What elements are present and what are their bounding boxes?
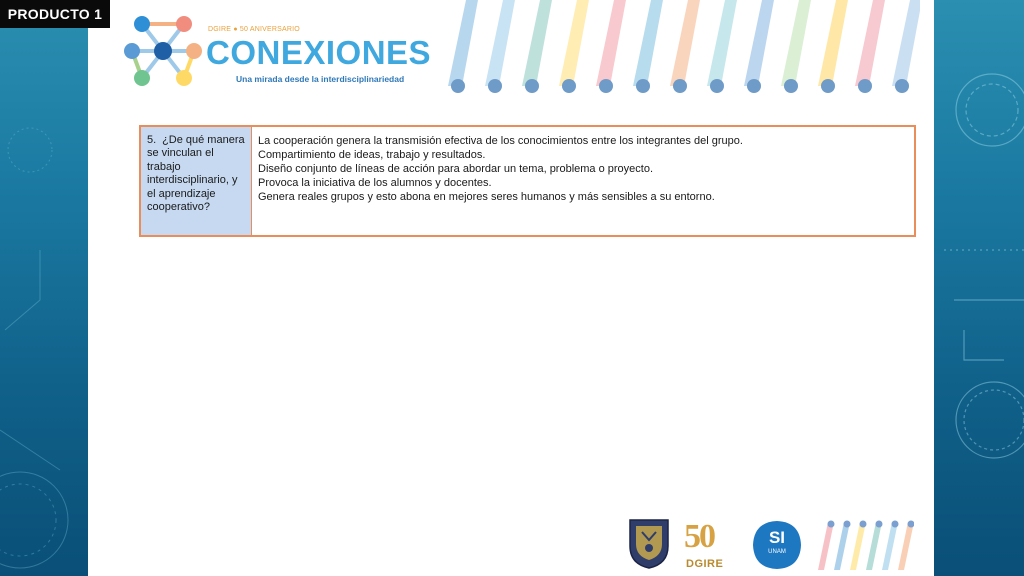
si-text: SI [768, 528, 786, 547]
stripe-dot [895, 79, 909, 93]
stripe-dot [451, 79, 465, 93]
right-side-decoration [934, 0, 1024, 576]
stripe [892, 0, 920, 86]
stripe [818, 0, 848, 86]
stripe [707, 0, 737, 86]
stripe [522, 0, 552, 86]
question-text: ¿De qué manera se vinculan el trabajo interdisciplinario, y el aprendizaje cooperativo? [147, 134, 245, 214]
stripe [855, 0, 885, 86]
stripe [596, 0, 626, 86]
si-sub: UNAM [768, 549, 786, 555]
stripe [670, 0, 700, 86]
stripe-dot [636, 79, 650, 93]
mini-stripe-dot [828, 521, 835, 528]
mini-stripes-icon [814, 516, 914, 572]
stripe [633, 0, 663, 86]
answer-line: Provoca la iniciativa de los alumnos y docentes. [258, 177, 492, 189]
dgire-number: 50 [684, 518, 714, 555]
answer-line: Genera reales grupos y esto abona en mejores seres humanos y más sensibles a su entorno. [258, 191, 715, 203]
stripe [485, 0, 515, 86]
stripe-dot [747, 79, 761, 93]
stripe [744, 0, 774, 86]
logo-subtitle: Una mirada desde la interdisciplinariedad [236, 74, 405, 84]
footer-logos [620, 512, 920, 572]
unam-shield-icon [626, 516, 672, 570]
stripe-dot [673, 79, 687, 93]
mini-stripe [898, 522, 914, 570]
stripe-dot [710, 79, 724, 93]
stripe-dot [599, 79, 613, 93]
stripe-dot [525, 79, 539, 93]
mini-stripe [850, 522, 866, 570]
mini-stripe [818, 522, 834, 570]
stripe [559, 0, 589, 86]
mini-stripe [882, 522, 898, 570]
mini-stripe-dot [892, 521, 899, 528]
stripe [781, 0, 811, 86]
answer-line: Diseño conjunto de líneas de acción para abordar un tema, problema o proyecto. [258, 163, 654, 175]
stripe-dot [562, 79, 576, 93]
left-side-decoration [0, 0, 90, 576]
si-unam-icon [750, 518, 804, 572]
logo-title: CONEXIONES [206, 34, 432, 71]
mini-stripe-dot [876, 521, 883, 528]
molecule-logo-icon [124, 8, 202, 94]
logo-anniversary-text: DGIRE ● 50 ANIVERSARIO [208, 26, 300, 33]
stripe-dot [858, 79, 872, 93]
answer-line: La cooperación genera la transmisión efectiva de los conocimientos entre los integrantes del grupo. [258, 135, 743, 147]
question-answer-table [139, 125, 916, 237]
product-badge: PRODUCTO 1 [0, 0, 110, 28]
stripe [448, 0, 478, 86]
decorative-stripes-icon [440, 0, 920, 100]
dgire-50-logo [682, 518, 740, 572]
question-number: 5. [147, 134, 157, 146]
table-row [140, 126, 915, 236]
stripe-dot [821, 79, 835, 93]
mini-stripe-dot [860, 521, 867, 528]
conexiones-logo [124, 8, 432, 98]
answer-cell [252, 126, 916, 236]
mini-stripe [834, 522, 850, 570]
dgire-text: DGIRE [686, 558, 724, 570]
mini-stripe [866, 522, 882, 570]
mini-stripe-dot [844, 521, 851, 528]
question-cell [140, 126, 252, 236]
stripe-dot [784, 79, 798, 93]
stripe-dot [488, 79, 502, 93]
answer-line: Compartimiento de ideas, trabajo y resultados. [258, 149, 486, 161]
